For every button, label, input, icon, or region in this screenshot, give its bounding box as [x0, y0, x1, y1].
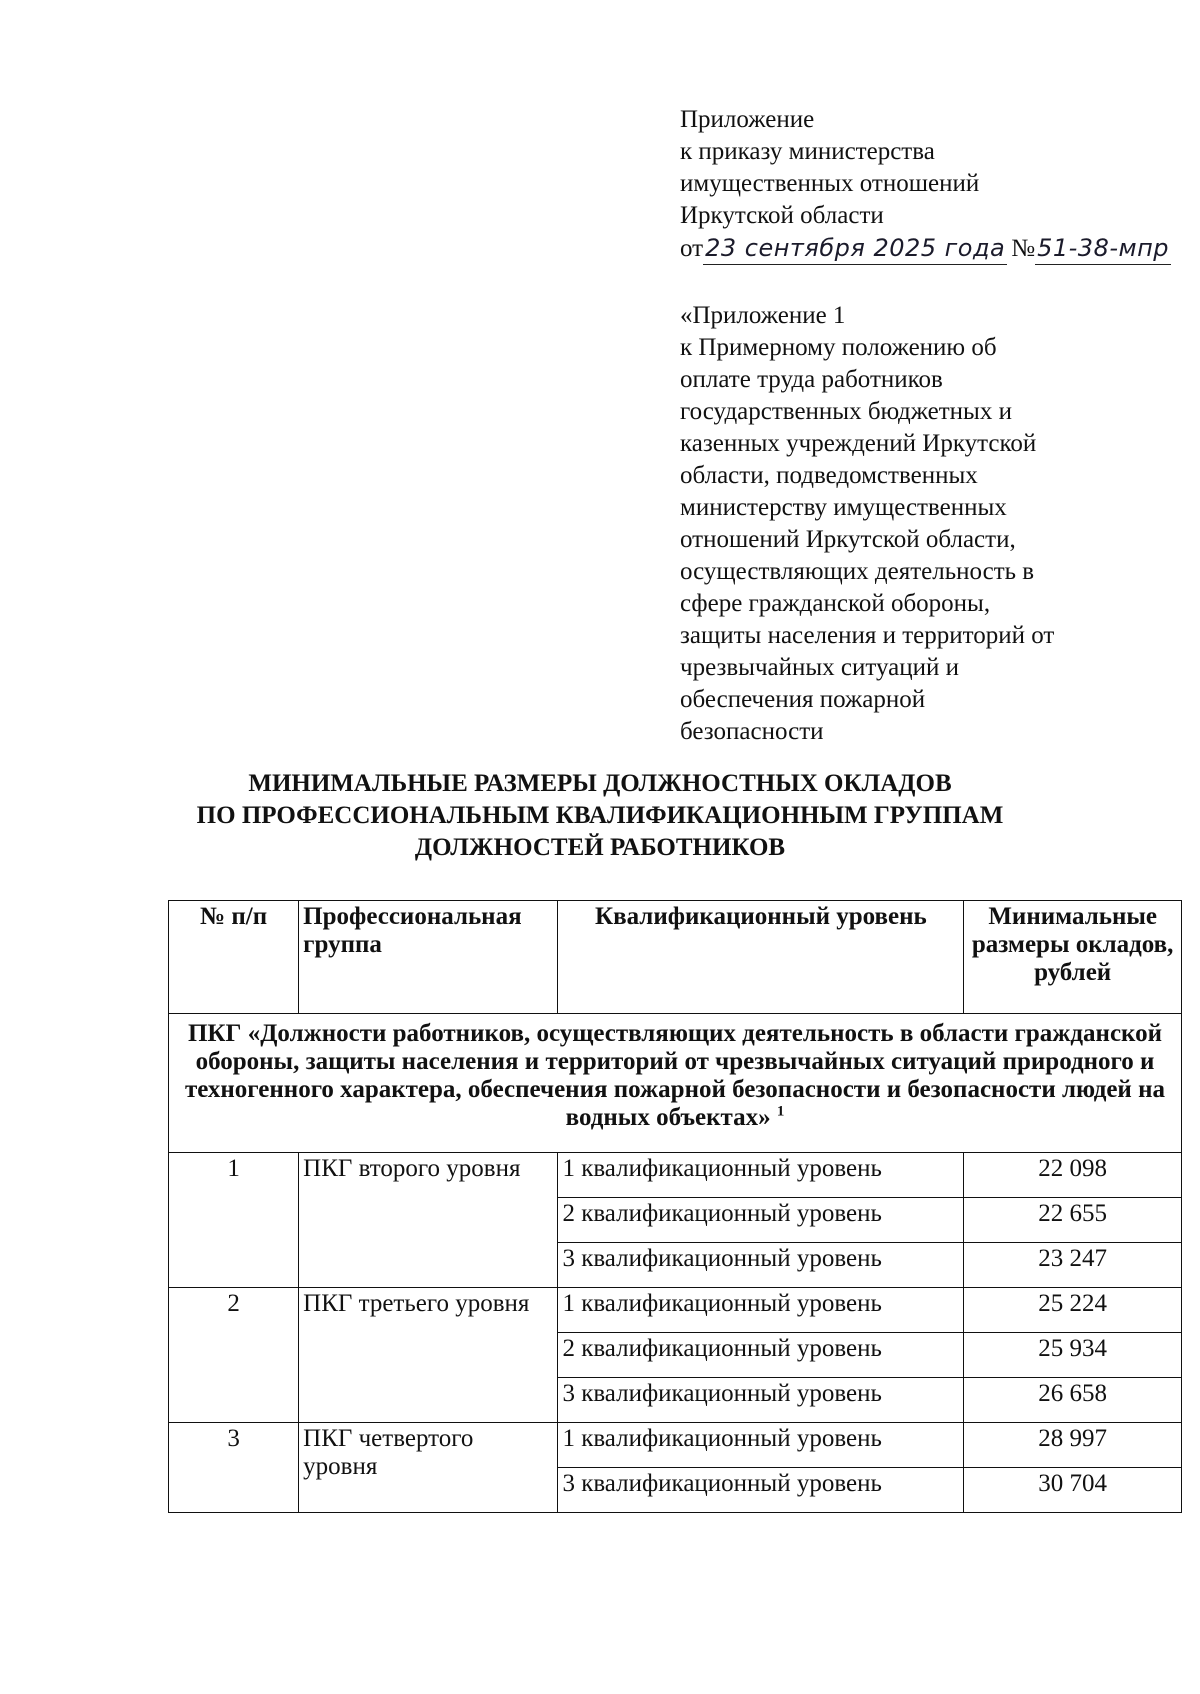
level-cell: 3 квалификационный уровень	[558, 1468, 964, 1513]
group-name: ПКГ второго уровня	[299, 1153, 558, 1288]
header-salary: Минимальные размеры окладов, рублей	[964, 901, 1182, 1014]
appendix-line: защиты населения и территорий от	[680, 622, 1055, 649]
level-cell: 1 квалификационный уровень	[558, 1423, 964, 1468]
appendix-line: оплате труда работников	[680, 366, 943, 393]
salary-cell: 25 934	[964, 1333, 1182, 1378]
appendix-line: осуществляющих деятельность в	[680, 558, 1035, 585]
approval-date-line	[680, 232, 1170, 265]
appendix-line: государственных бюджетных и	[680, 398, 1012, 425]
appendix-line: области, подведомственных	[680, 462, 978, 489]
level-cell: 3 квалификационный уровень	[558, 1243, 964, 1288]
appendix-line: к Примерному положению об	[680, 334, 997, 361]
appendix-line: безопасности	[680, 718, 824, 745]
salary-cell: 22 098	[964, 1153, 1182, 1198]
section-title-cell	[169, 1014, 1182, 1153]
header-level: Квалификационный уровень	[558, 901, 964, 1014]
appendix-line: отношений Иркутской области,	[680, 526, 1016, 553]
salary-cell: 22 655	[964, 1198, 1182, 1243]
title-line: ДОЛЖНОСТЕЙ РАБОТНИКОВ	[414, 834, 786, 861]
appendix-line: обеспечения пожарной	[680, 686, 926, 713]
appendix-reference-block	[680, 300, 1150, 748]
level-cell: 3 квалификационный уровень	[558, 1378, 964, 1423]
table-row	[169, 1153, 1182, 1198]
approval-line: Приложение	[680, 106, 815, 133]
section-row	[169, 1014, 1182, 1153]
level-cell: 2 квалификационный уровень	[558, 1198, 964, 1243]
salary-cell: 25 224	[964, 1288, 1182, 1333]
table-row	[169, 1423, 1182, 1468]
appendix-line: казенных учреждений Иркутской	[680, 430, 1037, 457]
group-name: ПКГ четвертого уровня	[299, 1423, 558, 1513]
salary-cell: 28 997	[964, 1423, 1182, 1468]
approval-block	[680, 104, 1170, 265]
number-prefix: №	[1011, 235, 1036, 262]
title-line: МИНИМАЛЬНЫЕ РАЗМЕРЫ ДОЛЖНОСТНЫХ ОКЛАДОВ	[248, 770, 952, 797]
document-title	[0, 768, 1200, 864]
group-num: 3	[169, 1423, 299, 1513]
appendix-line: чрезвычайных ситуаций и	[680, 654, 960, 681]
approval-line: к приказу министерства	[680, 138, 935, 165]
level-cell: 1 квалификационный уровень	[558, 1288, 964, 1333]
date-prefix: от	[680, 235, 704, 262]
appendix-line: министерству имущественных	[680, 494, 1007, 521]
group-num: 2	[169, 1288, 299, 1423]
salary-cell: 23 247	[964, 1243, 1182, 1288]
group-num: 1	[169, 1153, 299, 1288]
salary-table	[168, 900, 1182, 1513]
header-num: № п/п	[169, 901, 299, 1014]
header-group: Профессиональная группа	[299, 901, 558, 1014]
approval-line: имущественных отношений	[680, 170, 980, 197]
level-cell: 1 квалификационный уровень	[558, 1153, 964, 1198]
salary-cell: 30 704	[964, 1468, 1182, 1513]
table-header-row	[169, 901, 1182, 1014]
salary-cell: 26 658	[964, 1378, 1182, 1423]
approval-line: Иркутской области	[680, 202, 884, 229]
appendix-line: сфере гражданской обороны,	[680, 590, 991, 617]
group-name: ПКГ третьего уровня	[299, 1288, 558, 1423]
appendix-line: «Приложение 1	[680, 302, 846, 329]
section-footnote: 1	[776, 1103, 785, 1120]
level-cell: 2 квалификационный уровень	[558, 1333, 964, 1378]
handwritten-number: 51-38-мпр	[1035, 232, 1171, 265]
title-line: ПО ПРОФЕССИОНАЛЬНЫМ КВАЛИФИКАЦИОННЫМ ГРУППАМ	[196, 802, 1004, 829]
table-row	[169, 1288, 1182, 1333]
section-title: ПКГ «Должности работников, осуществляющих деятельность в области гражданской обороны, защиты населения и территорий от чрезвычайных ситуаций природного и техногенного характера, обеспечения пожарной безопасности и безопасности людей на водных объектах»	[184, 1020, 1165, 1131]
handwritten-date: 23 сентября 2025 года	[703, 232, 1007, 265]
